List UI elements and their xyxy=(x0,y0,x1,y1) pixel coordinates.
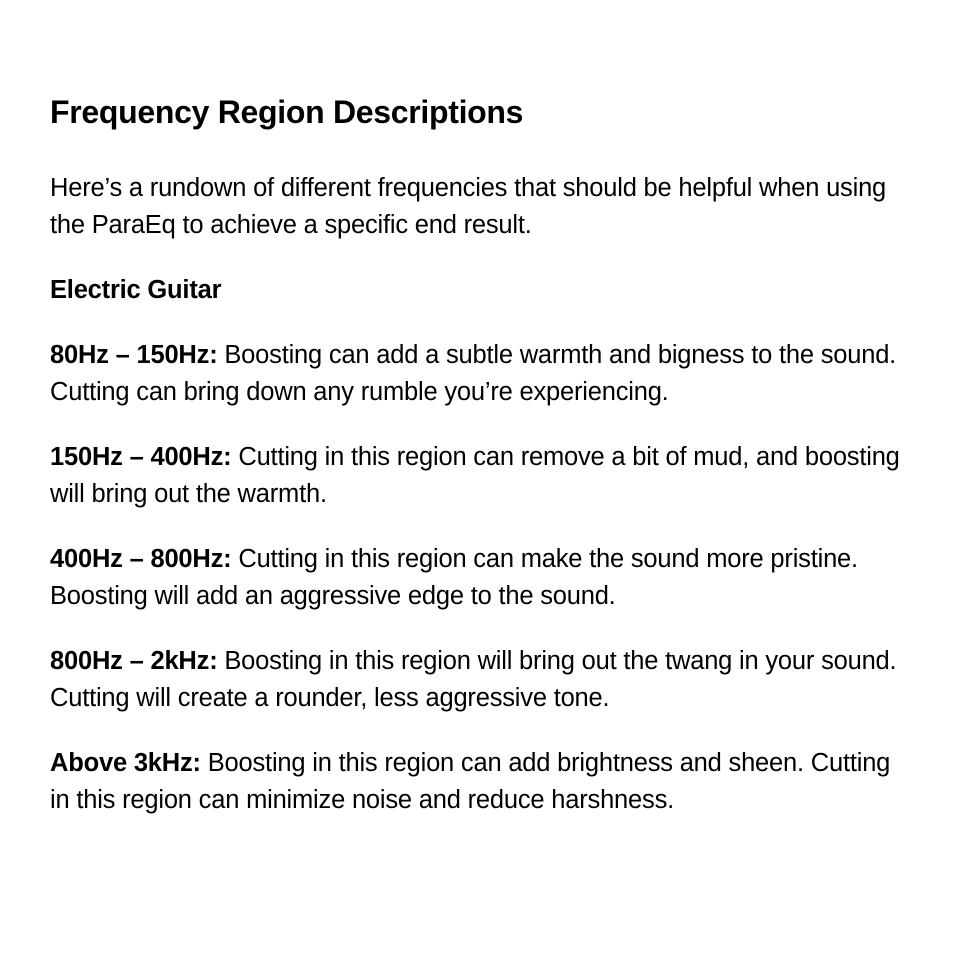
page-title: Frequency Region Descriptions xyxy=(50,94,524,130)
frequency-range-label: 150Hz – 400Hz: xyxy=(50,443,232,471)
frequency-description: Cutting in this region can remove a bit of mud, and boosting will bring out the warmth. xyxy=(50,443,900,508)
frequency-description: Boosting can add a subtle warmth and bigness to the sound. Cutting can bring down any rumble you’re experiencing. xyxy=(50,341,897,406)
frequency-entry-800-2k xyxy=(50,643,910,717)
frequency-entry-400-800 xyxy=(50,541,910,615)
section-heading: Electric Guitar xyxy=(50,276,222,304)
intro-paragraph: Here’s a rundown of different frequencies that should be helpful when using the ParaEq to achieve a specific end result. xyxy=(50,174,887,239)
document-body xyxy=(50,88,910,847)
frequency-description: Cutting in this region can make the sound more pristine. Boosting will add an aggressive edge to the sound. xyxy=(50,545,858,610)
frequency-entry-150-400 xyxy=(50,439,910,513)
frequency-range-label: Above 3kHz: xyxy=(50,749,201,777)
frequency-range-label: 400Hz – 800Hz: xyxy=(50,545,232,573)
frequency-range-label: 80Hz – 150Hz: xyxy=(50,341,218,369)
frequency-range-label: 800Hz – 2kHz: xyxy=(50,647,218,675)
frequency-entry-above-3k xyxy=(50,745,910,819)
frequency-description: Boosting in this region can add brightness and sheen. Cutting in this region can minimize noise and reduce harshness. xyxy=(50,749,891,814)
frequency-description: Boosting in this region will bring out the twang in your sound. Cutting will create a rounder, less aggressive tone. xyxy=(50,647,897,712)
frequency-entry-80-150 xyxy=(50,337,910,411)
